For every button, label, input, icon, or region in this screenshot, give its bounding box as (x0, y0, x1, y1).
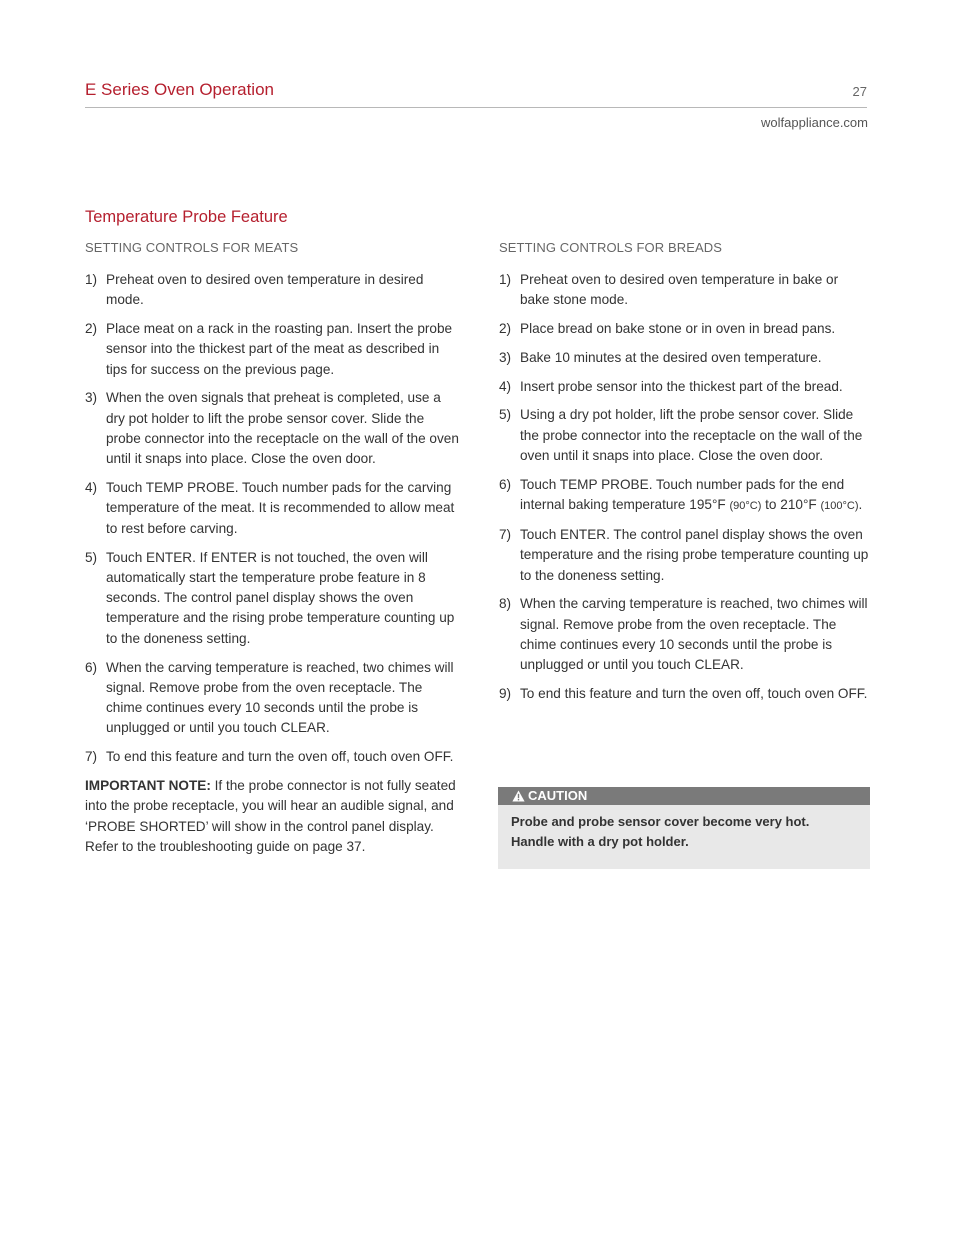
step-number: 2) (85, 321, 98, 337)
caution-text: Probe and probe sensor cover become very hot. Handle with a dry pot holder. (511, 814, 810, 849)
breads-step (499, 405, 869, 466)
breads-step (499, 684, 869, 704)
step-text: Insert probe sensor into the thickest part of the bread. (520, 378, 843, 394)
meats-step (85, 478, 460, 539)
step-text: to 210°F (761, 497, 821, 513)
step-text: Touch ENTER. The control panel display shows the oven temperature and the rising probe temperature counting up to the doneness setting. (520, 526, 869, 583)
page-number: 27 (852, 84, 867, 99)
step-text: When the carving temperature is reached, two chimes will signal. Remove probe from the oven receptacle. The chime continues every 10 seconds until the probe is unplugged or until you touch CLEAR. (520, 596, 868, 673)
breads-step (499, 594, 869, 675)
step-text: Preheat oven to desired oven temperature in bake or bake stone mode. (520, 272, 839, 308)
step-number: 6) (499, 476, 512, 492)
step-number: 4) (499, 378, 512, 394)
step-number: 3) (499, 349, 512, 365)
breads-step (499, 319, 869, 339)
meats-step (85, 658, 460, 739)
step-text: Touch ENTER. If ENTER is not touched, the oven will automatically start the temperature probe feature in 8 seconds. The control panel display shows the oven temperature and the rising probe temperature counting up to the doneness setting. (106, 549, 455, 646)
caution-box (498, 787, 870, 869)
caution-label: CAUTION (528, 788, 588, 803)
step-text-celsius: (100°C) (820, 500, 859, 513)
section-title: Temperature Probe Feature (85, 208, 288, 226)
meats-heading: SETTING CONTROLS FOR MEATS (85, 240, 299, 255)
step-number: 7) (499, 526, 512, 542)
step-number: 4) (85, 480, 98, 496)
step-text: Place meat on a rack in the roasting pan. Insert the probe sensor into the thickest part of the meat as described in tips for success on the previous page. (106, 321, 453, 377)
step-text: When the carving temperature is reached, two chimes will signal. Remove probe from the oven receptacle. The chime continues every 10 seconds until the probe is unplugged or until you touch CLEAR. (106, 659, 454, 736)
important-note (85, 776, 460, 857)
step-text: Place bread on bake stone or in oven in bread pans. (520, 321, 836, 337)
step-number: 7) (85, 749, 98, 765)
breads-step (499, 525, 869, 586)
page-header-title: E Series Oven Operation (85, 80, 274, 99)
caution-header (498, 787, 870, 805)
step-number: 9) (499, 686, 512, 702)
step-number: 5) (499, 407, 512, 423)
step-text: Using a dry pot holder, lift the probe sensor cover. Slide the probe connector into the receptacle on the wall of the oven until it snaps into place. Close the oven door. (520, 407, 863, 464)
meats-step (85, 548, 460, 649)
header-divider (85, 107, 867, 108)
step-number: 1) (85, 272, 98, 287)
meats-step (85, 388, 460, 469)
step-text: To end this feature and turn the oven off, touch oven OFF. (106, 749, 454, 765)
breads-heading: SETTING CONTROLS FOR BREADS (499, 240, 723, 255)
step-number: 1) (499, 272, 512, 287)
step-number: 8) (499, 596, 512, 612)
meats-step (85, 270, 460, 311)
breads-step (499, 377, 869, 397)
meats-step (85, 747, 460, 767)
step-number: 6) (85, 659, 98, 675)
important-note-label: IMPORTANT NOTE: (85, 778, 211, 794)
step-text: Touch TEMP PROBE. Touch number pads for the end internal baking temperature 195°F (520, 476, 845, 513)
breads-step (499, 270, 869, 311)
meats-step (85, 319, 460, 380)
breads-step (499, 475, 869, 517)
step-text: To end this feature and turn the oven off, touch oven OFF. (520, 686, 868, 702)
breads-column (499, 239, 869, 713)
step-number: 2) (499, 321, 512, 337)
step-number: 3) (85, 390, 98, 406)
step-text-celsius: (90°C) (729, 500, 762, 513)
step-text: Preheat oven to desired oven temperature in desired mode. (106, 272, 424, 308)
important-note-text: If the probe connector is not fully seated into the probe receptacle, you will hear an audible signal, and ‘PROBE SHORTED’ will show in the control panel display. Refer to the troubleshooting guide on page 37. (85, 778, 456, 854)
step-number: 5) (85, 549, 98, 565)
breads-step (499, 348, 869, 368)
warning-triangle-icon (512, 790, 525, 802)
step-text: . (858, 497, 863, 513)
step-text: Bake 10 minutes at the desired oven temperature. (520, 349, 822, 365)
breads-steps (499, 270, 869, 704)
meats-column (85, 239, 460, 857)
meats-steps (85, 270, 460, 768)
site-url: wolfappliance.com (761, 115, 868, 130)
step-text: Touch TEMP PROBE. Touch number pads for the carving temperature of the meat. It is recommended to allow meat to rest before carving. (106, 480, 455, 536)
step-text: When the oven signals that preheat is completed, use a dry pot holder to lift the probe sensor cover. Slide the probe connector into the receptacle on the wall of the oven until it snaps into place. Close the oven door. (106, 390, 459, 467)
